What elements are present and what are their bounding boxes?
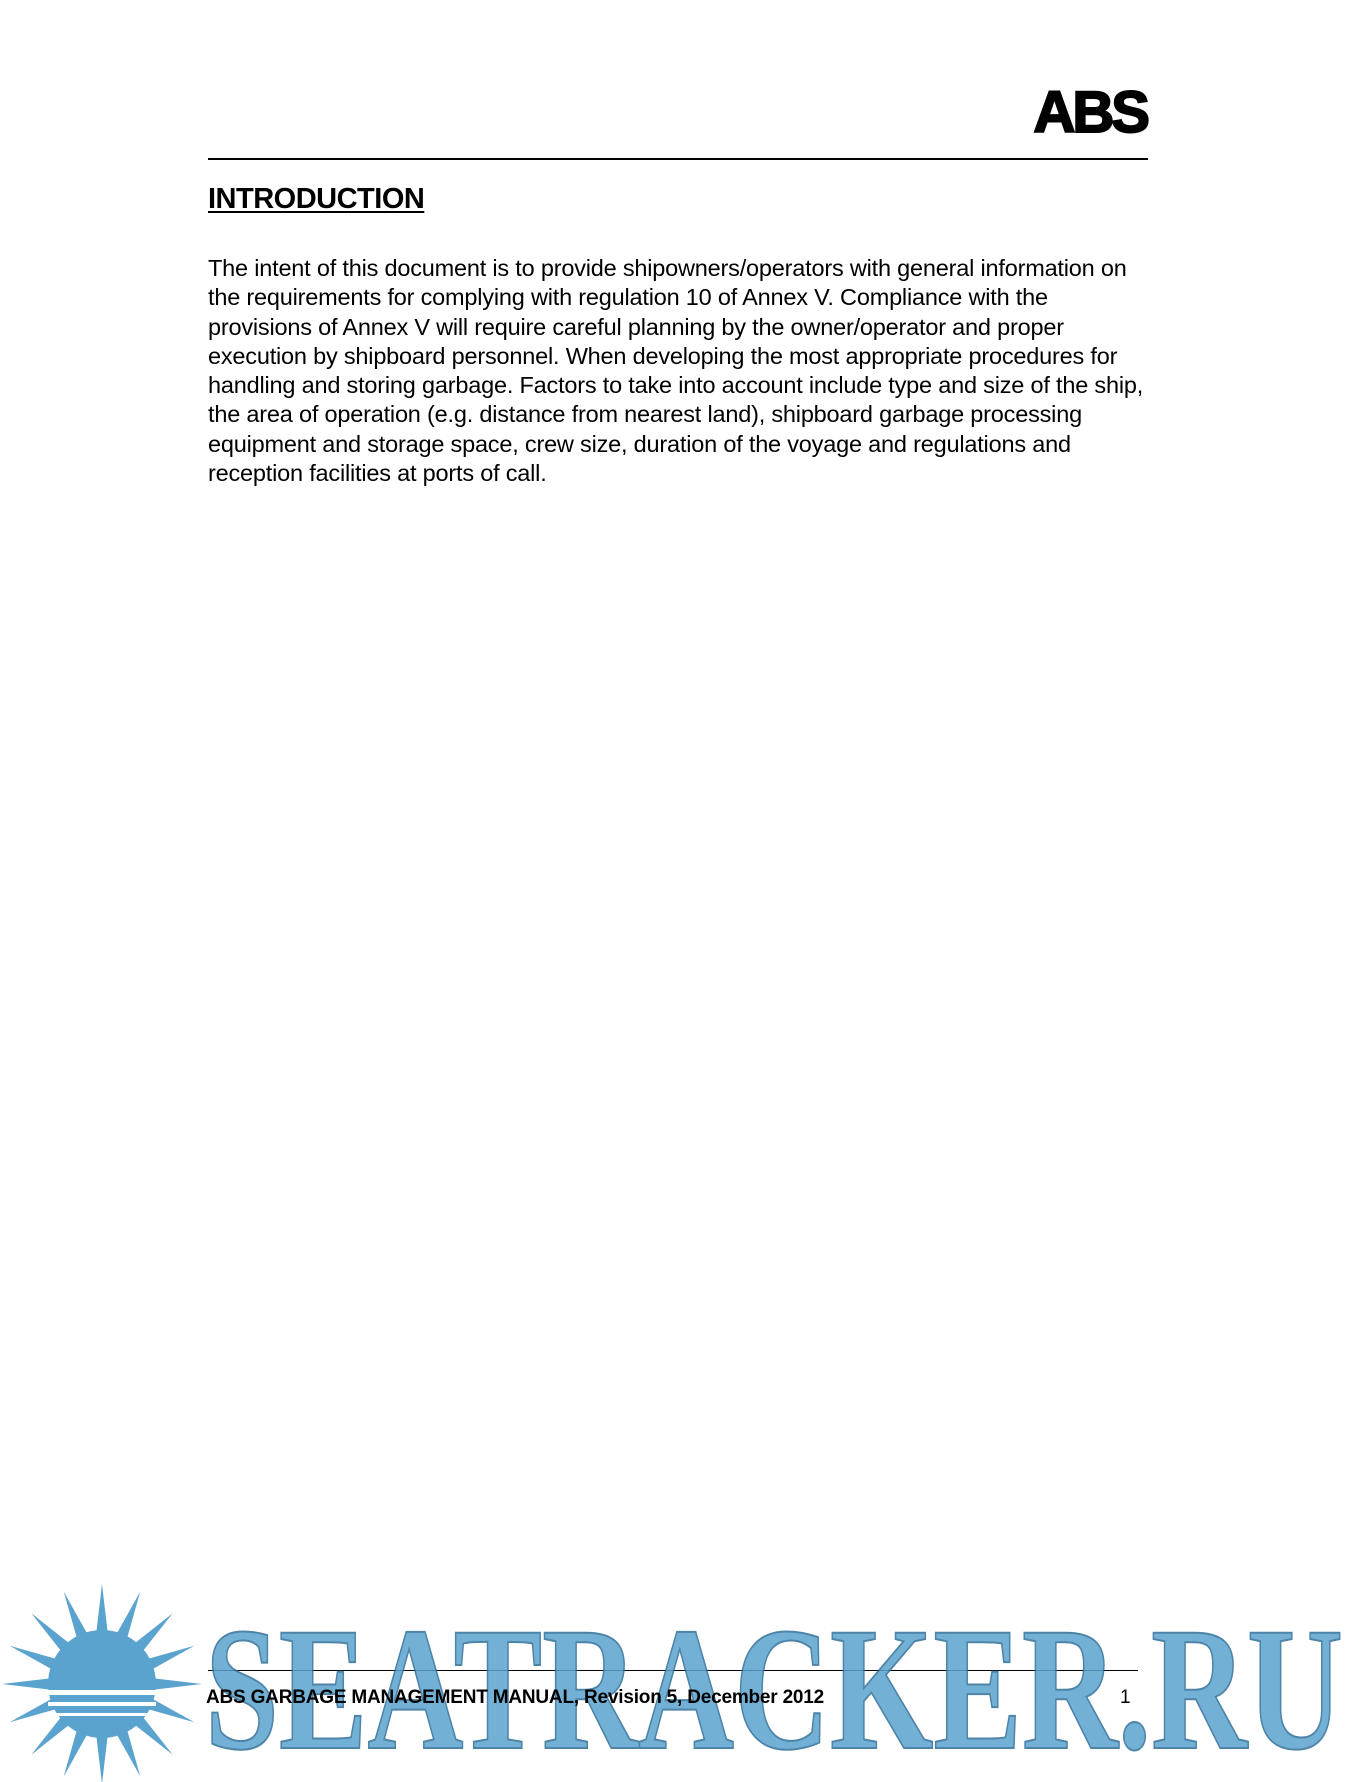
- header-divider: [208, 158, 1148, 160]
- footer-divider: [208, 1670, 1138, 1671]
- page-number: 1: [1120, 1687, 1131, 1708]
- introduction-paragraph: The intent of this document is to provide shipowners/operators with general information on the requirements for complying with regulation 10 of Annex V. Compliance with the provisions of Annex V will require careful planning by the owner/operator and proper execution by shipboard personnel. When developing the most appropriate procedures for handling and storing garbage. Factors to take into account include type and size of the ship, the area of operation (e.g. distance from nearest land), shipboard garbage processing equipment and storage space, crew size, duration of the voyage and regulations and reception facilities at ports of call.: [208, 255, 1144, 487]
- watermark-text: SEATRACKER.RU: [205, 1592, 1343, 1782]
- watermark: [0, 1580, 1352, 1782]
- sun-icon: [2, 1584, 202, 1782]
- abs-logo: ABS: [1033, 80, 1147, 145]
- footer-title: ABS GARBAGE MANAGEMENT MANUAL, Revision 5, December 2012: [206, 1687, 825, 1708]
- section-title: INTRODUCTION: [208, 183, 425, 215]
